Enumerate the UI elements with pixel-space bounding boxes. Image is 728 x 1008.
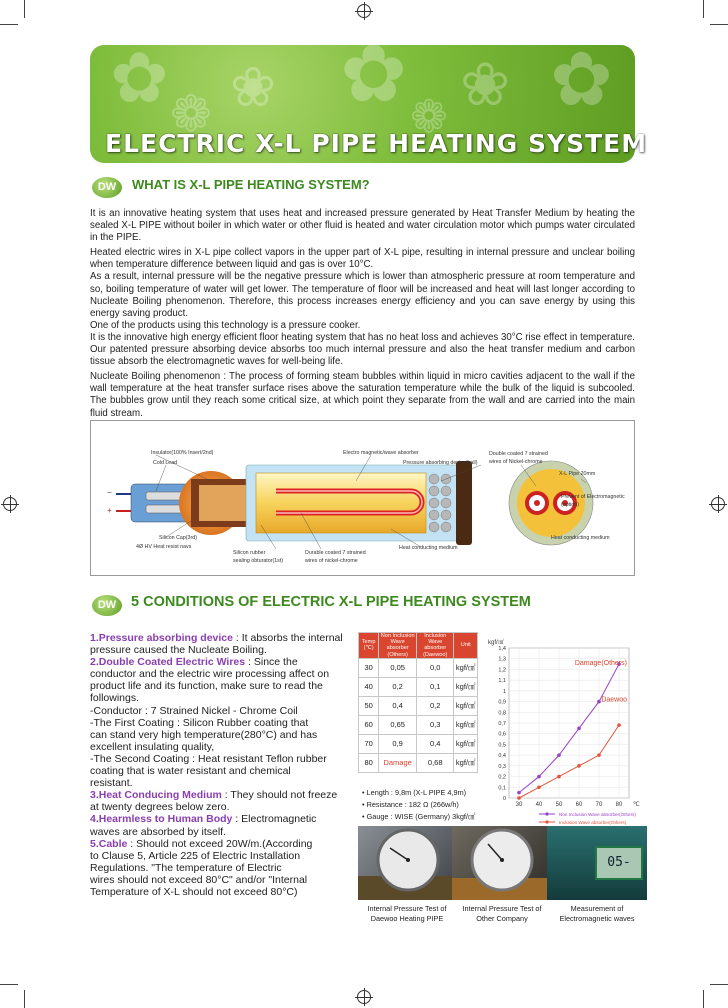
gauge-photo: [452, 826, 552, 900]
x-tick-label: 30: [515, 802, 523, 808]
flower-icon: ✿: [110, 37, 169, 119]
registration-mark-icon: [357, 4, 371, 18]
label-hv: 4Ø HV Heat resist navs: [136, 544, 192, 550]
dw-logo-icon: DW: [92, 595, 122, 616]
annotation: Daewoo: [601, 696, 627, 704]
data-point: [537, 785, 541, 789]
label-silicon-rubber: Silicon rubber: [233, 550, 266, 556]
label-plus: +: [107, 506, 112, 515]
data-point: [557, 775, 561, 779]
table-row: 50 0,4 0,2 kgf/㎠: [359, 696, 478, 715]
registration-mark-icon: [3, 497, 17, 511]
x-tick-label: 80: [615, 802, 623, 808]
pressure-chart: [487, 632, 640, 825]
photo-caption: Internal Pressure Test of Daewoo Heating PIPE: [367, 904, 447, 923]
list-item: pressure caused the Nucleate Boiling.: [90, 644, 267, 657]
x-tick-label: 60: [575, 802, 583, 808]
paragraph: One of the products using this technology is a pressure cooker.: [90, 319, 361, 331]
flower-icon: ✿: [340, 27, 408, 120]
paragraph: It is the innovative high energy efficient floor heating system that has no heat loss and achieves 30°C rise effect in temperature. Our patented pressure absorbing device absorbs too much internal pressure and also the heat transfer medium and carbon tissue absorb the electromagnetic waves for well-being life.: [90, 331, 635, 368]
pressure-table: [358, 632, 478, 773]
data-point: [517, 791, 521, 795]
registration-mark-icon: [711, 497, 725, 511]
y-tick-label: 1,3: [498, 656, 506, 663]
legend-marker: [545, 812, 548, 815]
crop-mark: [710, 24, 728, 25]
table-row: 80 Damage 0,68 kgf/㎠: [359, 753, 478, 772]
label-prevent: Prevent of Electromagnetic: [561, 494, 625, 500]
photo-caption: Measurement of Electromagnetic waves: [559, 904, 635, 923]
y-tick-label: 0,6: [498, 731, 506, 738]
spec-list: [362, 787, 475, 823]
list-item: 2.Double Coated Electric Wires : Since the: [90, 656, 298, 669]
crop-mark: [24, 0, 25, 18]
list-item: wires should not exceed 80°C" and/or "Internal: [90, 873, 308, 886]
label-xl-pipe: X-L Pipe 20mm: [559, 471, 596, 477]
data-point: [537, 775, 541, 779]
y-axis-label: kgf/㎠: [488, 640, 504, 646]
paragraph: Heated electric wires in X-L pipe collect vapors in the upper part of X-L pipe, resulting in internal pressure and unclear boiling when temperature difference between liquid and gas is over 10°C.: [90, 247, 635, 271]
flower-icon: ❁: [170, 85, 212, 143]
list-item: at twenty degrees below zero.: [90, 801, 230, 814]
list-item: Temperature of X-L should not exceed 80°C): [90, 885, 298, 898]
meter-photo: [547, 826, 647, 900]
registration-mark-icon: [357, 990, 371, 1004]
label-double-coated: wires of Nickel-chrome: [489, 459, 543, 465]
label-em-absorber: Electro magnetic/wave absorber: [343, 450, 419, 456]
list-item: -Conductor : 7 Strained Nickel - Chrome Coil: [90, 704, 298, 717]
label-pressure-device: Pressure absorbing device(ball): [403, 460, 478, 466]
list-item: -The First Coating : Silicon Rubber coating that: [90, 716, 309, 729]
list-item: can stand very high temperature(280°C) and has: [90, 728, 318, 741]
x-tick-label: 70: [595, 802, 603, 808]
y-tick-label: 1,2: [498, 667, 506, 674]
photo-caption: Internal Pressure Test of Other Company: [462, 904, 542, 923]
data-point: [597, 753, 601, 757]
list-item: 3.Heat Conducing Medium : They should not freeze: [90, 789, 338, 802]
label-minus: −: [107, 488, 112, 497]
flower-icon: ❁: [410, 90, 448, 143]
crop-mark: [703, 990, 704, 1008]
list-item: 5.Cable : Should not exceed 20W/m.(According: [90, 837, 313, 850]
x-tick-label: 40: [535, 802, 543, 808]
paragraph: As a result, internal pressure will be the negative pressure which is lower than atmospheric pressure at room temperature and so, boiling temperature of water will get lower. The temperature of floor will be increased and heat will last longer according to Nucleate Boiling phenomenon. Therefore, this process increases energy efficiency and you can save energy by using this energy saving product.: [90, 271, 635, 319]
pressure-gauge-icon: [358, 826, 458, 900]
section-heading: WHAT IS X-L PIPE HEATING SYSTEM?: [132, 177, 370, 192]
flower-icon: ❀: [230, 55, 277, 119]
y-tick-label: 0,3: [498, 763, 506, 770]
list-item: -The Second Coating : Heat resistant Teflon rubber: [90, 752, 327, 765]
table-row: 70 0,9 0,4 kgf/㎠: [359, 734, 478, 753]
list-item: 1.Pressure absorbing device : It absorbs the internal: [90, 632, 343, 644]
list-item: to Clause 5, Article 225 of Electric Installation: [90, 849, 301, 862]
data-point: [577, 727, 581, 731]
paragraph: It is an innovative heating system that uses heat and increased pressure generated by Heat Transfer Medium by heating the sealed X-L PIPE without boiler in which water or other fluid is heated and water circulation motor which pumps water circulated in the PIPE.: [90, 208, 635, 244]
list-item: excellent insulating quality,: [90, 740, 215, 753]
series-line: [519, 725, 619, 798]
flower-icon: ✿: [550, 35, 613, 123]
y-tick-label: 1: [502, 688, 506, 695]
y-tick-label: 1,1: [498, 678, 506, 685]
crop-mark: [0, 984, 18, 985]
series-line: [519, 664, 619, 793]
x-tick-label: 50: [555, 802, 563, 808]
label-double-coated: Double coated 7 strained: [489, 451, 548, 457]
table-row: 30 0,05 0,0 kgf/㎠: [359, 658, 478, 677]
label-heat-medium: Heat conducting medium: [551, 535, 610, 541]
meter-display: 05-: [595, 846, 643, 880]
table-row: 40 0,2 0,1 kgf/㎠: [359, 677, 478, 696]
y-tick-label: 0,2: [498, 774, 506, 781]
spec-item: • Resistance : 182 Ω (266w/h): [362, 800, 459, 809]
table-header: Temp (℃): [359, 633, 379, 659]
crop-mark: [0, 24, 18, 25]
y-tick-label: 0,4: [498, 753, 506, 760]
gauge-photo: [358, 826, 458, 900]
crop-mark: [24, 990, 25, 1008]
list-item: waves are absorbed by itself.: [90, 825, 226, 838]
label-silicon-rubber: sealing obturator(1st): [233, 558, 284, 564]
dw-logo-icon: DW: [92, 177, 122, 198]
data-point: [577, 764, 581, 768]
table-header: Unit: [454, 633, 478, 659]
label-insulator: Insulator(100% Insert/2nd): [151, 450, 214, 456]
flower-icon: ❀: [460, 50, 511, 120]
label-durable: Durable coated 7 strained: [305, 550, 366, 556]
conditions-list: [90, 632, 352, 898]
label-heat-medium: Heat conducting medium: [399, 545, 458, 551]
label-cold-lead: Cold Lead: [153, 460, 178, 466]
list-item: 4.Hearmless to Human Body : Electromagnetic: [90, 813, 317, 826]
list-item: Regulations. "The temperature of Electric: [90, 861, 282, 874]
crop-mark: [710, 984, 728, 985]
y-tick-label: 0: [502, 796, 506, 802]
data-point: [597, 700, 601, 704]
list-item: followings.: [90, 692, 140, 705]
y-tick-label: 0,1: [498, 785, 506, 792]
annotation: Damage(Others): [574, 660, 627, 667]
table-header: Non Inclusion Wave absorber (Others): [380, 633, 415, 658]
list-item: coating that is water resistant and chemical: [90, 765, 291, 778]
legend-entry: Inclusion Wave absorber(Others): [559, 820, 627, 825]
y-tick-label: 0,5: [498, 742, 506, 749]
label-silicon-cap: Silicon Cap(3rd): [159, 535, 197, 541]
page-title: ELECTRIC X-L PIPE HEATING SYSTEM: [105, 129, 648, 158]
x-axis-label: ℃: [633, 802, 640, 808]
y-tick-label: 0,9: [498, 699, 506, 706]
paragraph: Nucleate Boiling phenomenon : The process of forming steam bubbles within liquid in micro cavities adjacent to the wall if the wall temperature at the heat transfer surface rises above the saturation temperature while the bulk of the liquid is subcooled. The bubbles grow until they reach some critical size, at which point they separate from the wall and are carried into the main fluid stream.: [90, 371, 635, 419]
intro-text: [90, 208, 635, 423]
y-tick-label: 0,8: [498, 710, 506, 717]
table-header: Inclusion Wave absorber (Daewoo): [417, 633, 454, 659]
crop-mark: [703, 0, 704, 18]
data-point: [517, 796, 521, 800]
y-tick-label: 1,4: [498, 646, 506, 652]
data-point: [617, 723, 621, 727]
spec-item: • Gauge : WISE (Germany) 3kgf/㎠: [362, 812, 476, 821]
label-durable: wires of nickel-chrome: [305, 558, 358, 564]
data-point: [557, 753, 561, 757]
list-item: product life and its function, make sure to read the: [90, 680, 323, 693]
table-row: 60 0,65 0,3 kgf/㎠: [359, 715, 478, 734]
section-heading: 5 CONDITIONS OF ELECTRIC X-L PIPE HEATING SYSTEM: [131, 594, 531, 610]
spec-item: • Length : 9,8m (X-L PIPE 4,9m): [362, 788, 467, 797]
label-prevent: (option): [561, 502, 579, 508]
list-item: conductor and the electric wire processing affect on: [90, 668, 330, 681]
list-item: resistant.: [90, 777, 133, 790]
legend-marker: [545, 820, 548, 823]
legend-entry: Non Inclusion Wave absorber(Others): [559, 812, 636, 817]
y-tick-label: 0,7: [498, 721, 506, 727]
table-header-row: [359, 633, 478, 659]
pressure-gauge-icon: [452, 826, 552, 900]
pipe-diagram: [90, 420, 635, 576]
